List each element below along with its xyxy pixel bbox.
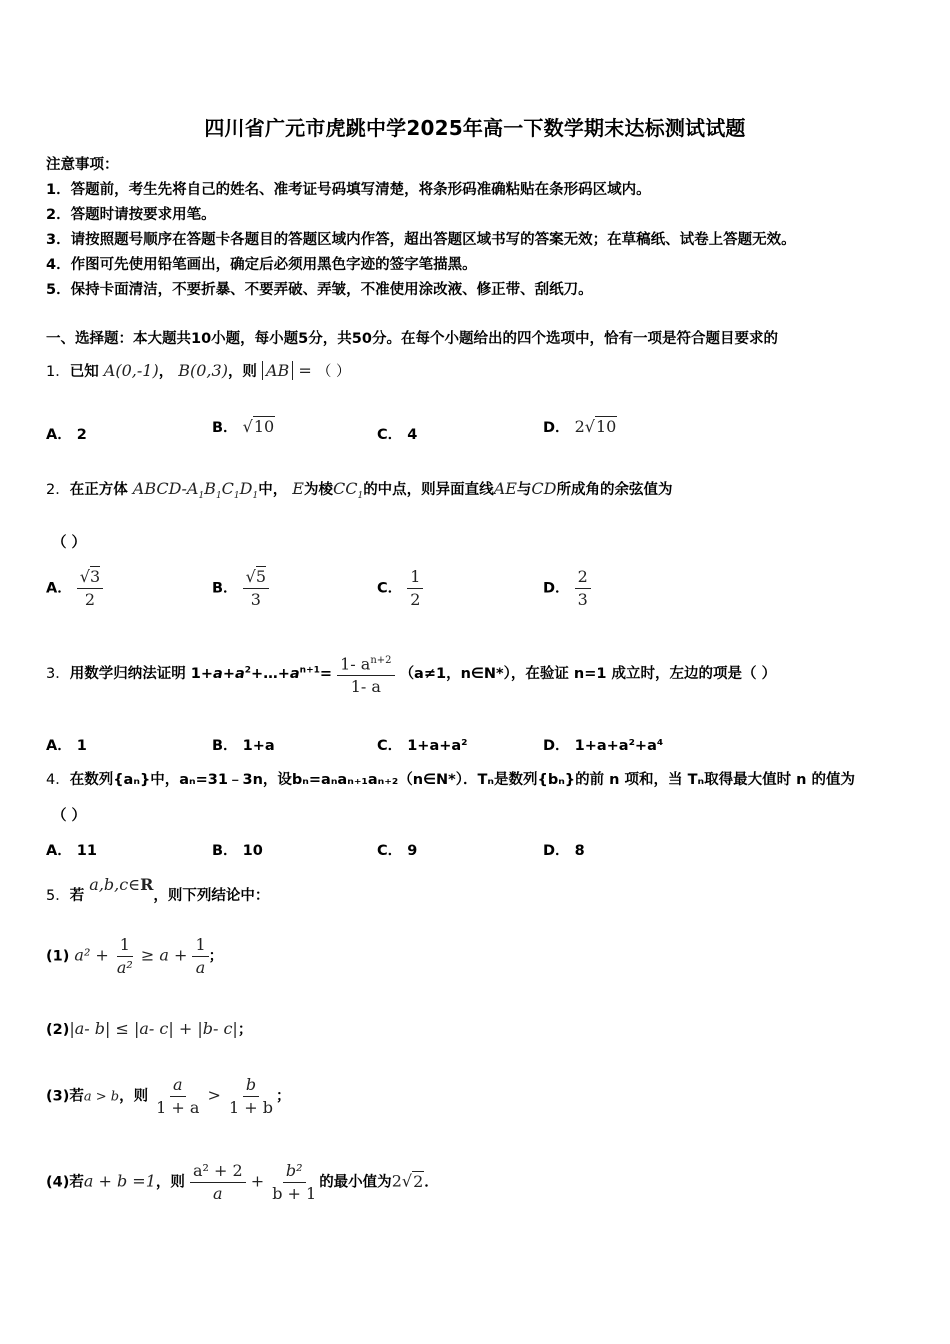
section-heading: 一、选择题：本大题共10小题，每小题5分，共50分。在每个小题给出的四个选项中，恰有一项是符合题目要求的 — [46, 331, 778, 347]
point-a: A(0,‑1) — [103, 361, 159, 380]
point-b: B(0,3) — [178, 361, 228, 380]
option-d: D． 8 — [543, 843, 585, 859]
notice-item: 1．答题前，考生先将自己的姓名、准考证号码填写清楚，将条形码准确粘贴在条形码区域内。 — [46, 182, 651, 198]
notice-item: 2．答题时请按要求用笔。 — [46, 207, 216, 223]
statement-4: (4)若a + b =1，则 $\frac{\text{a² + 2}}{a}$ + $\frac{\text{b²}}{b + 1}$ 的最小值为2√2． — [46, 1161, 439, 1203]
option-c: C． 9 — [377, 843, 418, 859]
abs-ab: AB — [262, 361, 293, 380]
fraction: $\frac{1‑ a^{n+2}}{1‑ a}$ — [337, 652, 394, 696]
question-number: 3． — [46, 666, 70, 683]
option-a: A． $\frac{√3}{2}$ — [46, 568, 103, 609]
notice-heading: 注意事项： — [46, 157, 119, 173]
question-3: 3．用数学归纳法证明 $1+a+a^2+\dots+a^{n+1}=$ $\frac{1‑ a^{n+2}}{1‑ a}$ （a≠1，n∈N*），在验证 n=1 成立时，左边的项是（ ） — [46, 652, 776, 696]
sqrt-expression: √10 — [242, 417, 275, 436]
answer-paren: （ ） — [316, 364, 351, 380]
edge-cc1: $CC_1$ — [332, 479, 364, 502]
sqrt-expression: 2√10 — [574, 417, 617, 436]
condition-math: a,b,c∈R — [89, 875, 154, 894]
question-5: 5．若 a,b,c∈R，则下列结论中： — [46, 875, 270, 904]
question-2: 2．在正方体 $ABCD‑A_1B_1C_1D_1$中， E为棱$CC_1$的中点，则异面直线AE与CD所成角的余弦值为 — [46, 479, 673, 502]
question-1: 1．已知 A(0,‑1)， B(0,3)，则 AB = （ ） — [46, 361, 351, 380]
statement-1: (1) a² + $\frac{1}{\text{a²}}$ ≥ a + $\frac{1}{a}$ ； — [46, 935, 224, 977]
option-c: C． 4 — [377, 427, 418, 443]
option-b: B． $\frac{√5}{3}$ — [212, 568, 269, 609]
notice-item: 3．请按照题号顺序在答题卡各题目的答题区域内作答，超出答题区域书写的答案无效；在草稿纸、试卷上答题无效。 — [46, 232, 796, 248]
cube-name: $ABCD‑A_1B_1C_1D_1$ — [132, 479, 259, 502]
option-d: D． 1+a+a²+a⁴ — [543, 738, 664, 754]
option-d: D． $\frac{2}{3}$ — [543, 568, 591, 609]
answer-paren: （ ） — [52, 535, 87, 551]
option-c: C． 1+a+a² — [377, 738, 468, 754]
option-a: A． 2 — [46, 427, 87, 443]
option-a: A． 11 — [46, 843, 97, 859]
notice-item: 4．作图可先使用铅笔画出，确定后必须用黑色字迹的签字笔描黑。 — [46, 257, 477, 273]
option-c: C． $\frac{1}{2}$ — [377, 568, 423, 609]
question-number: 5． — [46, 888, 70, 904]
answer-paren: （ ） — [52, 808, 87, 824]
statement-3: (3)若a > b，则 $\frac{a}{1 + a}$ > $\frac{b}{1 + b}$ ； — [46, 1075, 291, 1117]
option-b: B． 1+a — [212, 738, 275, 754]
notice-item: 5．保持卡面清洁，不要折暴、不要弄破、弄皱，不准使用涂改液、修正带、刮纸刀。 — [46, 282, 593, 298]
statement-2: (2)|a‑ b| ≤ |a‑ c| + |b‑ c|； — [46, 1019, 253, 1038]
question-number: 1． — [46, 364, 70, 380]
question-number: 4． — [46, 772, 70, 788]
option-a: A． 1 — [46, 738, 87, 754]
option-b: B． 10 — [212, 843, 263, 859]
option-d: D． 2√10 — [543, 417, 617, 436]
page-title: 四川省广元市虎跳中学2025年高一下数学期末达标测试试题 — [204, 116, 746, 140]
question-4: 4．在数列{aₙ}中，aₙ=31﹣3n，设bₙ=aₙaₙ₊₁aₙ₊₂（n∈N*）．Tₙ是数列{bₙ}的前 n 项和，当 Tₙ取得最大值时 n 的值为 — [46, 772, 856, 788]
condition-text: （a≠1，n∈N*），在验证 n=1 成立时，左边的项是（ ） — [399, 666, 777, 683]
question-number: 2． — [46, 482, 70, 498]
option-b: B． √10 — [212, 417, 275, 436]
